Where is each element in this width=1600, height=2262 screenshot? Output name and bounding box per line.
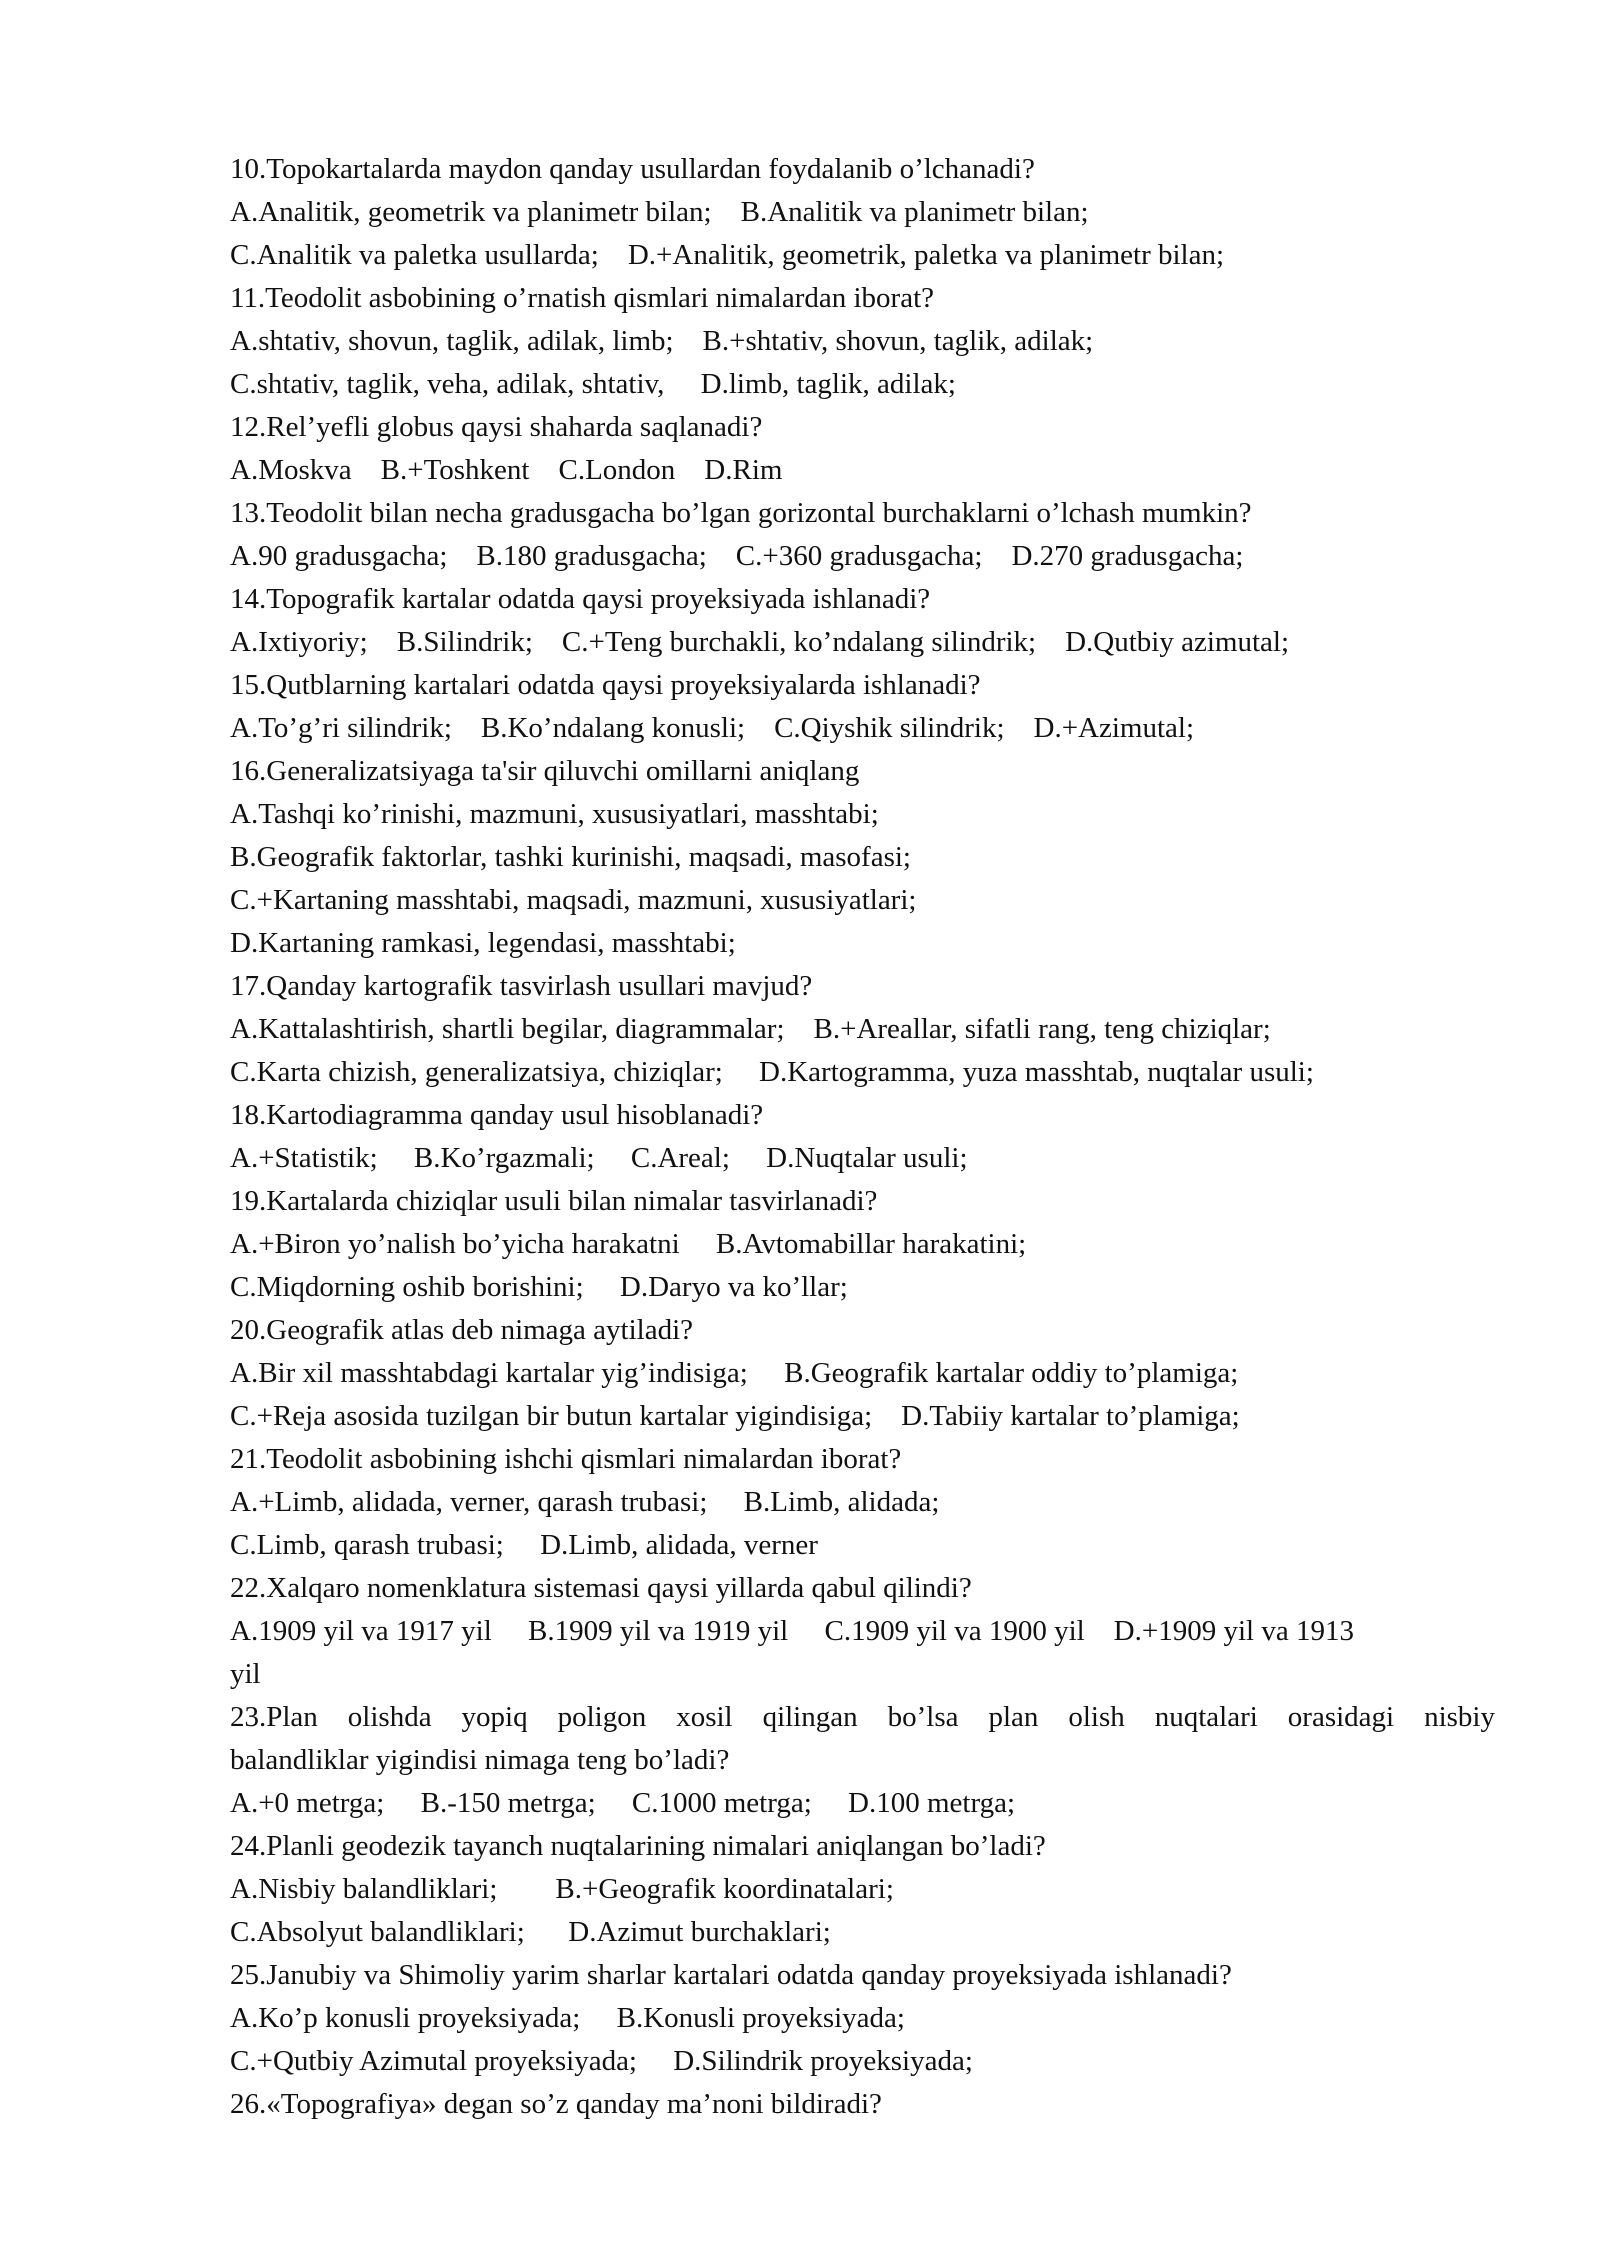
question-19-options-cd: C.Miqdorning oshib borishini; D.Daryo va ko’llar; (230, 1271, 848, 1303)
question-15-options: A.To’g’ri silindrik; B.Ko’ndalang konusli; C.Qiyshik silindrik; D.+Azimutal; (230, 712, 1195, 744)
question-10-options-cd: C.Analitik va paletka usullarda; D.+Analitik, geometrik, paletka va planimetr bilan; (230, 239, 1225, 271)
question-26-text: 26.«Topografiya» degan so’z qanday ma’noni bildiradi? (230, 2088, 882, 2120)
question-17-options-cd: C.Karta chizish, generalizatsiya, chiziqlar; D.Kartogramma, yuza masshtab, nuqtalar usuli; (230, 1056, 1314, 1088)
question-14-text: 14.Topografik kartalar odatda qaysi proyeksiyada ishlanadi? (230, 583, 931, 615)
question-11-options-ab: A.shtativ, shovun, taglik, adilak, limb; B.+shtativ, shovun, taglik, adilak; (230, 325, 1094, 357)
question-18-options: A.+Statistik; B.Ko’rgazmali; C.Areal; D.Nuqtalar usuli; (230, 1142, 968, 1174)
question-21-options-ab: A.+Limb, alidada, verner, qarash trubasi; B.Limb, alidada; (230, 1486, 940, 1518)
question-23-text-wrap: balandliklar yigindisi nimaga teng bo’ladi? (230, 1744, 730, 1776)
question-10-text: 10.Topokartalarda maydon qanday usullardan foydalanib o’lchanadi? (230, 153, 1035, 185)
question-14-options: A.Ixtiyoriy; B.Silindrik; C.+Teng burchakli, ko’ndalang silindrik; D.Qutbiy azimutal; (230, 626, 1290, 658)
question-12-options: A.Moskva B.+Toshkent C.London D.Rim (230, 454, 783, 486)
question-22-options: A.1909 yil va 1917 yil B.1909 yil va 1919 yil C.1909 yil va 1900 yil D.+1909 yil va 1913 (230, 1615, 1354, 1647)
question-10-options-ab: A.Analitik, geometrik va planimetr bilan; B.Analitik va planimetr bilan; (230, 196, 1089, 228)
question-12-text: 12.Rel’yefli globus qaysi shaharda saqlanadi? (230, 411, 763, 443)
question-13-text: 13.Teodolit bilan necha gradusgacha bo’lgan gorizontal burchaklarni o’lchash mumkin? (230, 497, 1252, 529)
question-23-options: A.+0 metrga; B.-150 metrga; C.1000 metrga; D.100 metrga; (230, 1787, 1016, 1819)
question-16-option-a: A.Tashqi ko’rinishi, mazmuni, xususiyatlari, masshtabi; (230, 798, 879, 830)
question-19-options-ab: A.+Biron yo’nalish bo’yicha harakatni B.Avtomabillar harakatini; (230, 1228, 1027, 1260)
question-20-options-cd: C.+Reja asosida tuzilgan bir butun kartalar yigindisiga; D.Tabiiy kartalar to’plamiga; (230, 1400, 1240, 1432)
question-20-options-ab: A.Bir xil masshtabdagi kartalar yig’indisiga; B.Geografik kartalar oddiy to’plamiga; (230, 1357, 1239, 1389)
question-21-text: 21.Teodolit asbobining ishchi qismlari nimalardan iborat? (230, 1443, 902, 1475)
question-13-options: A.90 gradusgacha; B.180 gradusgacha; C.+360 gradusgacha; D.270 gradusgacha; (230, 540, 1244, 572)
question-17-text: 17.Qanday kartografik tasvirlash usullari mavjud? (230, 970, 813, 1002)
question-18-text: 18.Kartodiagramma qanday usul hisoblanadi? (230, 1099, 764, 1131)
question-11-options-cd: C.shtativ, taglik, veha, adilak, shtativ, D.limb, taglik, adilak; (230, 368, 956, 400)
question-25-text: 25.Janubiy va Shimoliy yarim sharlar kartalari odatda qanday proyeksiyada ishlanadi? (230, 1959, 1232, 1991)
question-list (230, 148, 1495, 2126)
question-24-options-ab: A.Nisbiy balandliklari; B.+Geografik koordinatalari; (230, 1873, 894, 1905)
question-25-options-cd: C.+Qutbiy Azimutal proyeksiyada; D.Silindrik proyeksiyada; (230, 2045, 973, 2077)
question-22-options-wrap: yil (230, 1658, 261, 1690)
question-16-option-d: D.Kartaning ramkasi, legendasi, masshtabi; (230, 927, 736, 959)
question-24-text: 24.Planli geodezik tayanch nuqtalarining nimalari aniqlangan bo’ladi? (230, 1830, 1046, 1862)
question-16-option-b: B.Geografik faktorlar, tashki kurinishi, maqsadi, masofasi; (230, 841, 911, 873)
question-22-text: 22.Xalqaro nomenklatura sistemasi qaysi yillarda qabul qilindi? (230, 1572, 972, 1604)
question-25-options-ab: A.Ko’p konusli proyeksiyada; B.Konusli proyeksiyada; (230, 2002, 905, 2034)
question-17-options-ab: A.Kattalashtirish, shartli begilar, diagrammalar; B.+Areallar, sifatli rang, teng chiziqlar; (230, 1013, 1271, 1045)
question-23-text: 23.Plan olishda yopiq poligon xosil qilingan bo’lsa plan olish nuqtalari orasidagi nisbiy (230, 1701, 1495, 1733)
question-20-text: 20.Geografik atlas deb nimaga aytiladi? (230, 1314, 694, 1346)
question-19-text: 19.Kartalarda chiziqlar usuli bilan nimalar tasvirlanadi? (230, 1185, 878, 1217)
question-16-option-c: C.+Kartaning masshtabi, maqsadi, mazmuni, xususiyatlari; (230, 884, 917, 916)
question-16-text: 16.Generalizatsiyaga ta'sir qiluvchi omillarni aniqlang (230, 755, 860, 787)
question-11-text: 11.Teodolit asbobining o’rnatish qismlari nimalardan iborat? (230, 282, 935, 314)
question-15-text: 15.Qutblarning kartalari odatda qaysi proyeksiyalarda ishlanadi? (230, 669, 981, 701)
question-24-options-cd: C.Absolyut balandliklari; D.Azimut burchaklari; (230, 1916, 831, 1948)
question-21-options-cd: C.Limb, qarash trubasi; D.Limb, alidada, verner (230, 1529, 818, 1561)
